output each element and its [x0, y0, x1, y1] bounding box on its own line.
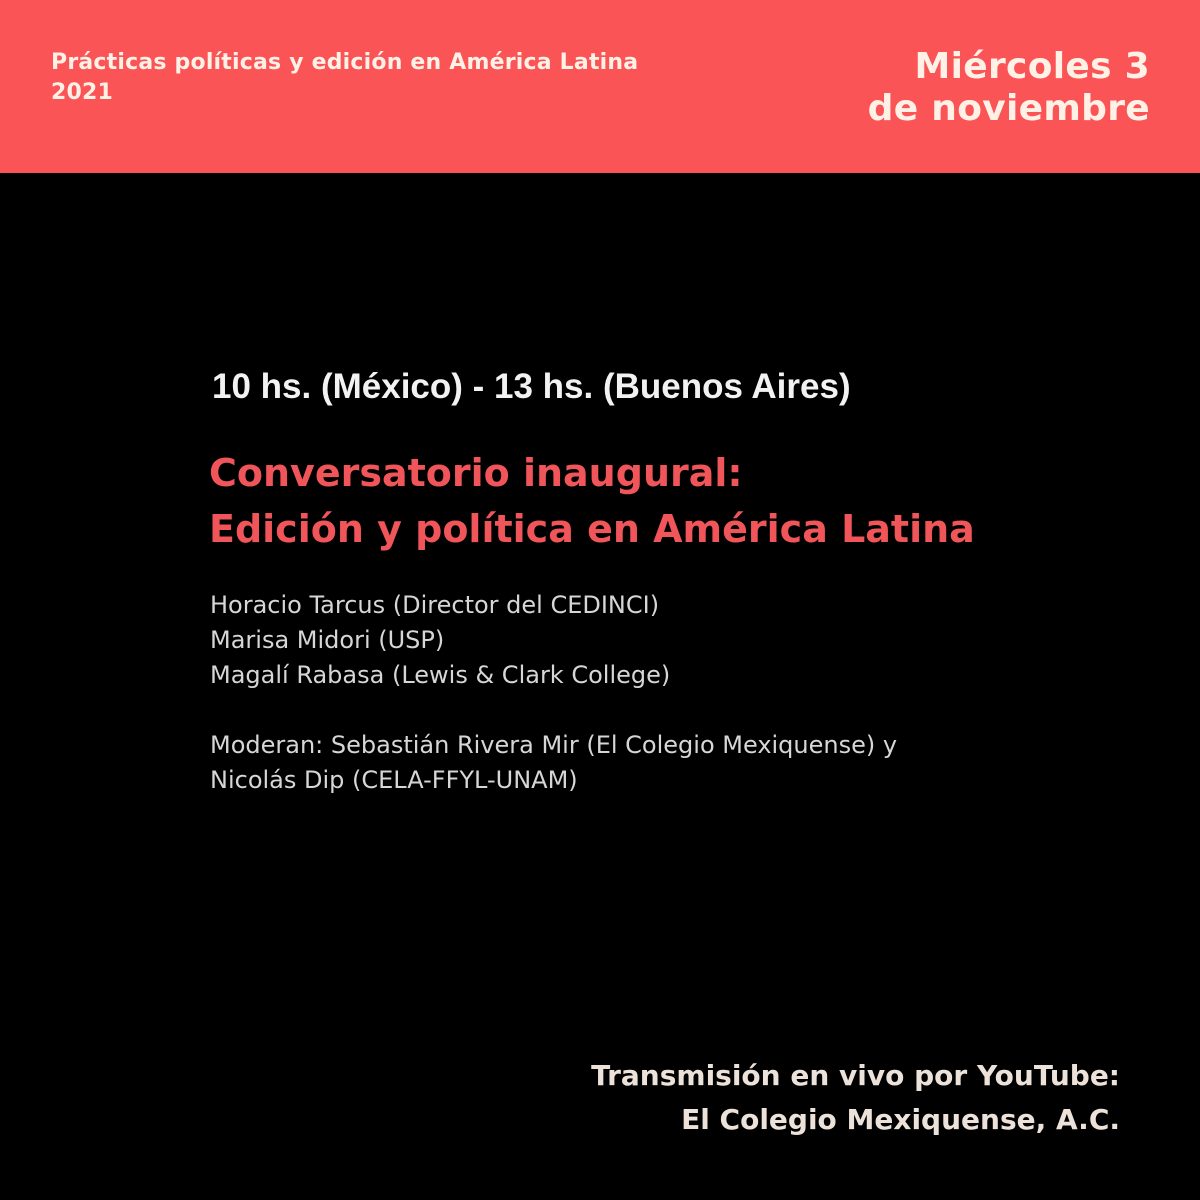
- speaker-item: Magalí Rabasa (Lewis & Clark College): [210, 661, 671, 689]
- event-date: [868, 46, 1150, 130]
- stream-platform: Transmisión en vivo por YouTube:: [591, 1059, 1120, 1092]
- event-date-day: Miércoles 3: [914, 46, 1150, 87]
- series-name: Prácticas políticas y edición en América Latina: [51, 50, 639, 75]
- header-banner: [0, 0, 1200, 173]
- series-title: [51, 48, 638, 108]
- event-date-month: de noviembre: [867, 88, 1150, 129]
- series-year: 2021: [51, 80, 114, 105]
- speaker-list: [210, 588, 670, 693]
- stream-info: [591, 1054, 1120, 1142]
- stream-channel: El Colegio Mexiquense, A.C.: [681, 1103, 1120, 1136]
- event-title-line-1: Conversatorio inaugural:: [209, 451, 743, 495]
- moderators: [210, 728, 897, 798]
- moderators-line-2: Nicolás Dip (CELA-FFYL-UNAM): [210, 766, 578, 794]
- event-title: [209, 445, 975, 557]
- speaker-item: Marisa Midori (USP): [210, 626, 445, 654]
- event-time: 10 hs. (México) - 13 hs. (Buenos Aires): [212, 367, 851, 406]
- event-title-line-2: Edición y política en América Latina: [209, 507, 975, 551]
- speaker-item: Horacio Tarcus (Director del CEDINCI): [210, 591, 660, 619]
- moderators-line-1: Moderan: Sebastián Rivera Mir (El Colegio Mexiquense) y: [210, 731, 898, 759]
